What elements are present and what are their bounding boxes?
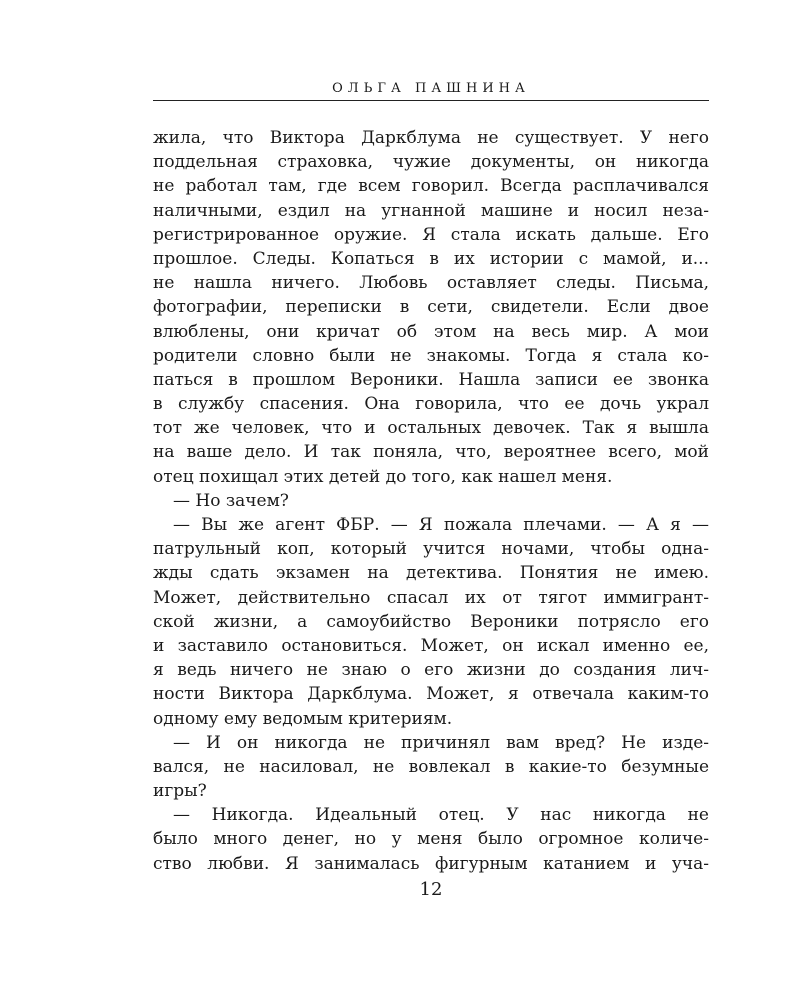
text-line: родители словно были не знакомы. Тогда я стала ко- bbox=[153, 345, 709, 366]
text-line: паться в прошлом Вероники. Нашла записи ее звонка bbox=[153, 369, 709, 390]
text-line: вался, не насиловал, не вовлекал в какие-то безумные bbox=[153, 756, 709, 777]
text-line: в службу спасения. Она говорила, что ее дочь украл bbox=[153, 394, 709, 415]
text-line: ство любви. Я занималась фигурным катанием и уча- bbox=[153, 853, 709, 874]
page-number: 12 bbox=[419, 879, 443, 900]
text-line: не работал там, где всем говорил. Всегда расплачивался bbox=[153, 176, 709, 197]
dialogue-line: — И он никогда не причинял вам вред? Не изде- bbox=[173, 732, 709, 753]
text-line: наличными, ездил на угнанной машине и носил неза- bbox=[153, 200, 709, 221]
text-line: я ведь ничего не знаю о его жизни до создания лич- bbox=[153, 660, 709, 681]
text-line: поддельная страховка, чужие документы, он никогда bbox=[153, 152, 709, 173]
text-line: Может, действительно спасал их от тягот иммигрант- bbox=[153, 587, 709, 608]
text-line: было много денег, но у меня было огромное количе- bbox=[153, 829, 709, 850]
header-rule bbox=[153, 100, 709, 101]
text-line: ности Виктора Даркблума. Может, я отвечала каким-то bbox=[153, 684, 709, 705]
text-line: прошлое. Следы. Копаться в их истории с мамой, и... bbox=[153, 248, 709, 269]
dialogue-line: — Вы же агент ФБР. — Я пожала плечами. — А я — bbox=[173, 515, 709, 535]
dialogue-line: — Никогда. Идеальный отец. У нас никогда не bbox=[173, 805, 709, 826]
text-line: влюблены, они кричат об этом на весь мир. А мои bbox=[153, 321, 709, 342]
text-line: одному ему ведомым критериям. bbox=[153, 708, 453, 729]
text-line: регистрированное оружие. Я стала искать дальше. Его bbox=[153, 224, 709, 245]
text-line: жды сдать экзамен на детектива. Понятия не имею. bbox=[153, 563, 709, 584]
dialogue-line: — Но зачем? bbox=[173, 490, 289, 511]
text-line: отец похищал этих детей до того, как нашел меня. bbox=[153, 466, 613, 487]
text-line: тот же человек, что и остальных девочек. Так я вышла bbox=[153, 418, 709, 439]
text-line: патрульный коп, который учится ночами, чтобы одна- bbox=[153, 539, 709, 560]
text-line: на ваше дело. И так поняла, что, вероятнее всего, мой bbox=[153, 442, 709, 463]
text-line: ской жизни, а самоубийство Вероники потрясло его bbox=[153, 611, 709, 632]
text-line: жила, что Виктора Даркблума не существует. У него bbox=[153, 128, 709, 148]
text-line: игры? bbox=[153, 781, 207, 802]
text-line: фотографии, переписки в сети, свидетели. Если двое bbox=[153, 297, 709, 318]
body-text bbox=[153, 126, 709, 876]
text-line: не нашла ничего. Любовь оставляет следы. Письма, bbox=[153, 273, 709, 294]
running-head: ОЛЬГА ПАШНИНА bbox=[332, 81, 530, 96]
text-line: и заставило остановиться. Может, он искал именно ее, bbox=[153, 635, 709, 656]
